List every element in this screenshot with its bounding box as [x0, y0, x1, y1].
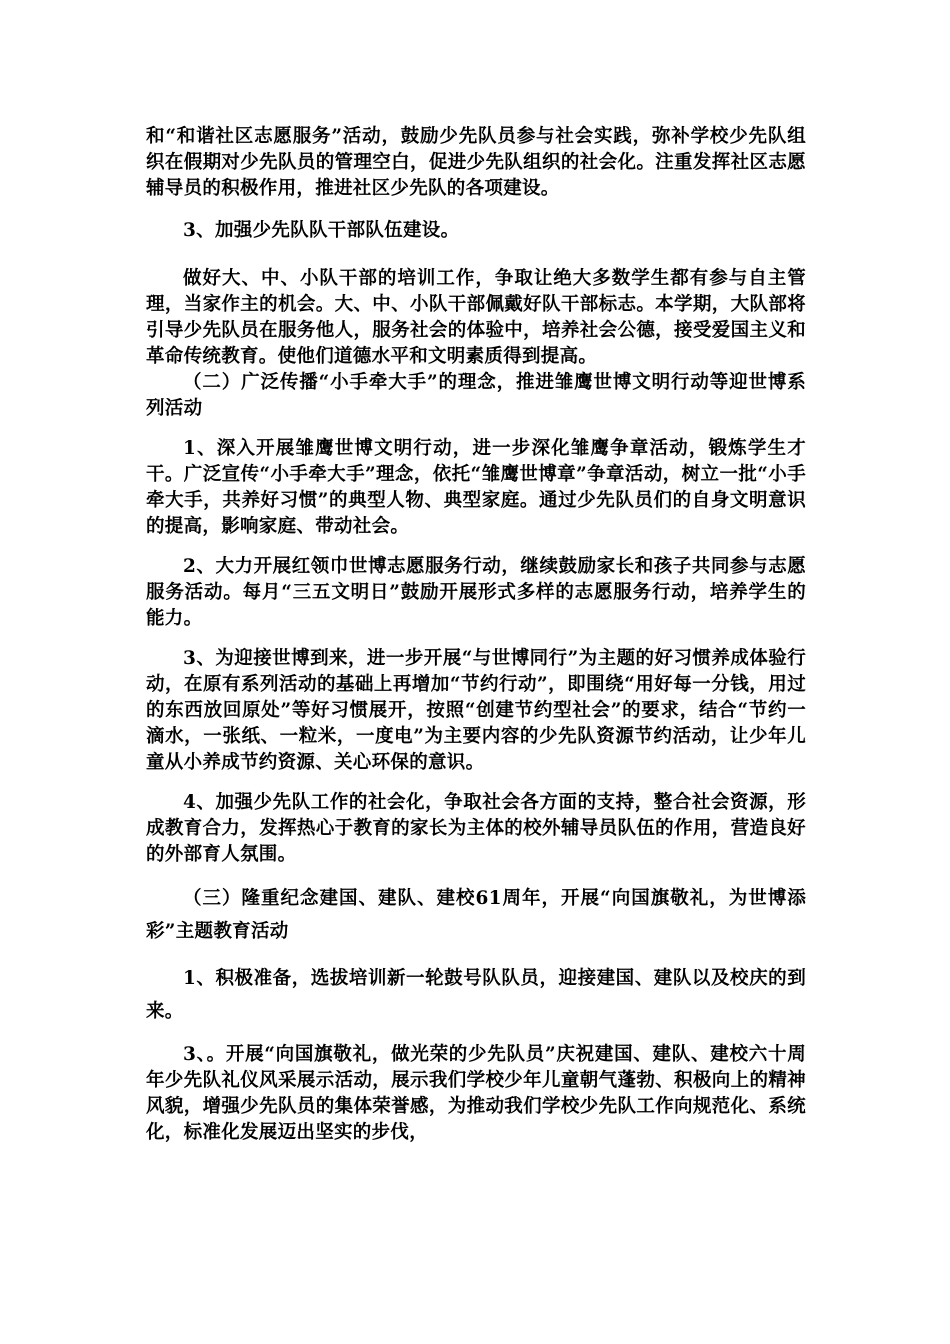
paragraph-volunteer-service: 2、大力开展红领巾世博志愿服务行动，继续鼓励家长和孩子共同参与志愿服务活动。每月“三五文明日”鼓励开展形式多样的志愿服务行动，培养学生的能力。 [146, 556, 806, 629]
section-heading-3: （三）隆重纪念建国、建队、建校61周年，开展“向国旗敬礼，为世博添彩”主题教育活动 [146, 888, 806, 942]
paragraph-drum-team: 1、积极准备，选拔培训新一轮鼓号队队员，迎接建国、建队以及校庆的到来。 [146, 968, 806, 1022]
document-page [146, 124, 806, 1146]
paragraph-socialization: 4、加强少先队工作的社会化，争取社会各方面的支持，整合社会资源，形成教育合力，发挥热心于教育的家长为主体的校外辅导员队伍的作用，营造良好的外部育人氛围。 [146, 792, 806, 865]
paragraph-flag-salute: 3、。开展“向国旗敬礼，做光荣的少先队员”庆祝建国、建队、建校六十周年少先队礼仪风采展示活动，展示我们学校少年儿童朝气蓬勃、积极向上的精神风貌，增强少先队员的集体荣誉感，为推动我们学校少先队工作向规范化、系统化，标准化发展迈出坚实的步伐， [146, 1044, 806, 1143]
heading-cadre-building: 3、加强少先队队干部队伍建设。 [183, 220, 460, 241]
paragraph-civilization-action: 1、深入开展雏鹰世博文明行动，进一步深化雏鹰争章活动，锻炼学生才干。广泛宣传“小手牵大手”理念，依托“雏鹰世博章”争章活动，树立一批“小手牵大手，共养好习惯”的典型人物、典型家庭。通过少先队员们的自身文明意识的提高，影响家庭、带动社会。 [146, 438, 806, 537]
paragraph-cadre-training: 做好大、中、小队干部的培训工作，争取让绝大多数学生都有参与自主管理，当家作主的机会。大、中、小队干部佩戴好队干部标志。本学期，大队部将引导少先队员在服务他人，服务社会的体验中，培养社会公德，接受爱国主义和革命传统教育。使他们道德水平和文明素质得到提高。 [146, 268, 806, 367]
paragraph-good-habits: 3、为迎接世博到来，进一步开展“与世博同行”为主题的好习惯养成体验行动，在原有系列活动的基础上再增加“节约行动”，即围绕“用好每一分钱，用过的东西放回原处”等好习惯展开，按照“创建节约型社会”的要求，结合“节约一滴水，一张纸、一粒米，一度电”为主要内容的少先队资源节约活动，让少年儿童从小养成节约资源、关心环保的意识。 [146, 648, 806, 773]
paragraph-community-volunteer: 和“和谐社区志愿服务”活动，鼓励少先队员参与社会实践，弥补学校少先队组织在假期对少先队员的管理空白，促进少先队组织的社会化。注重发挥社区志愿辅导员的积极作用，推进社区少先队的各项建设。 [146, 126, 806, 199]
section-heading-2: （二）广泛传播“小手牵大手”的理念，推进雏鹰世博文明行动等迎世博系列活动 [146, 372, 806, 419]
